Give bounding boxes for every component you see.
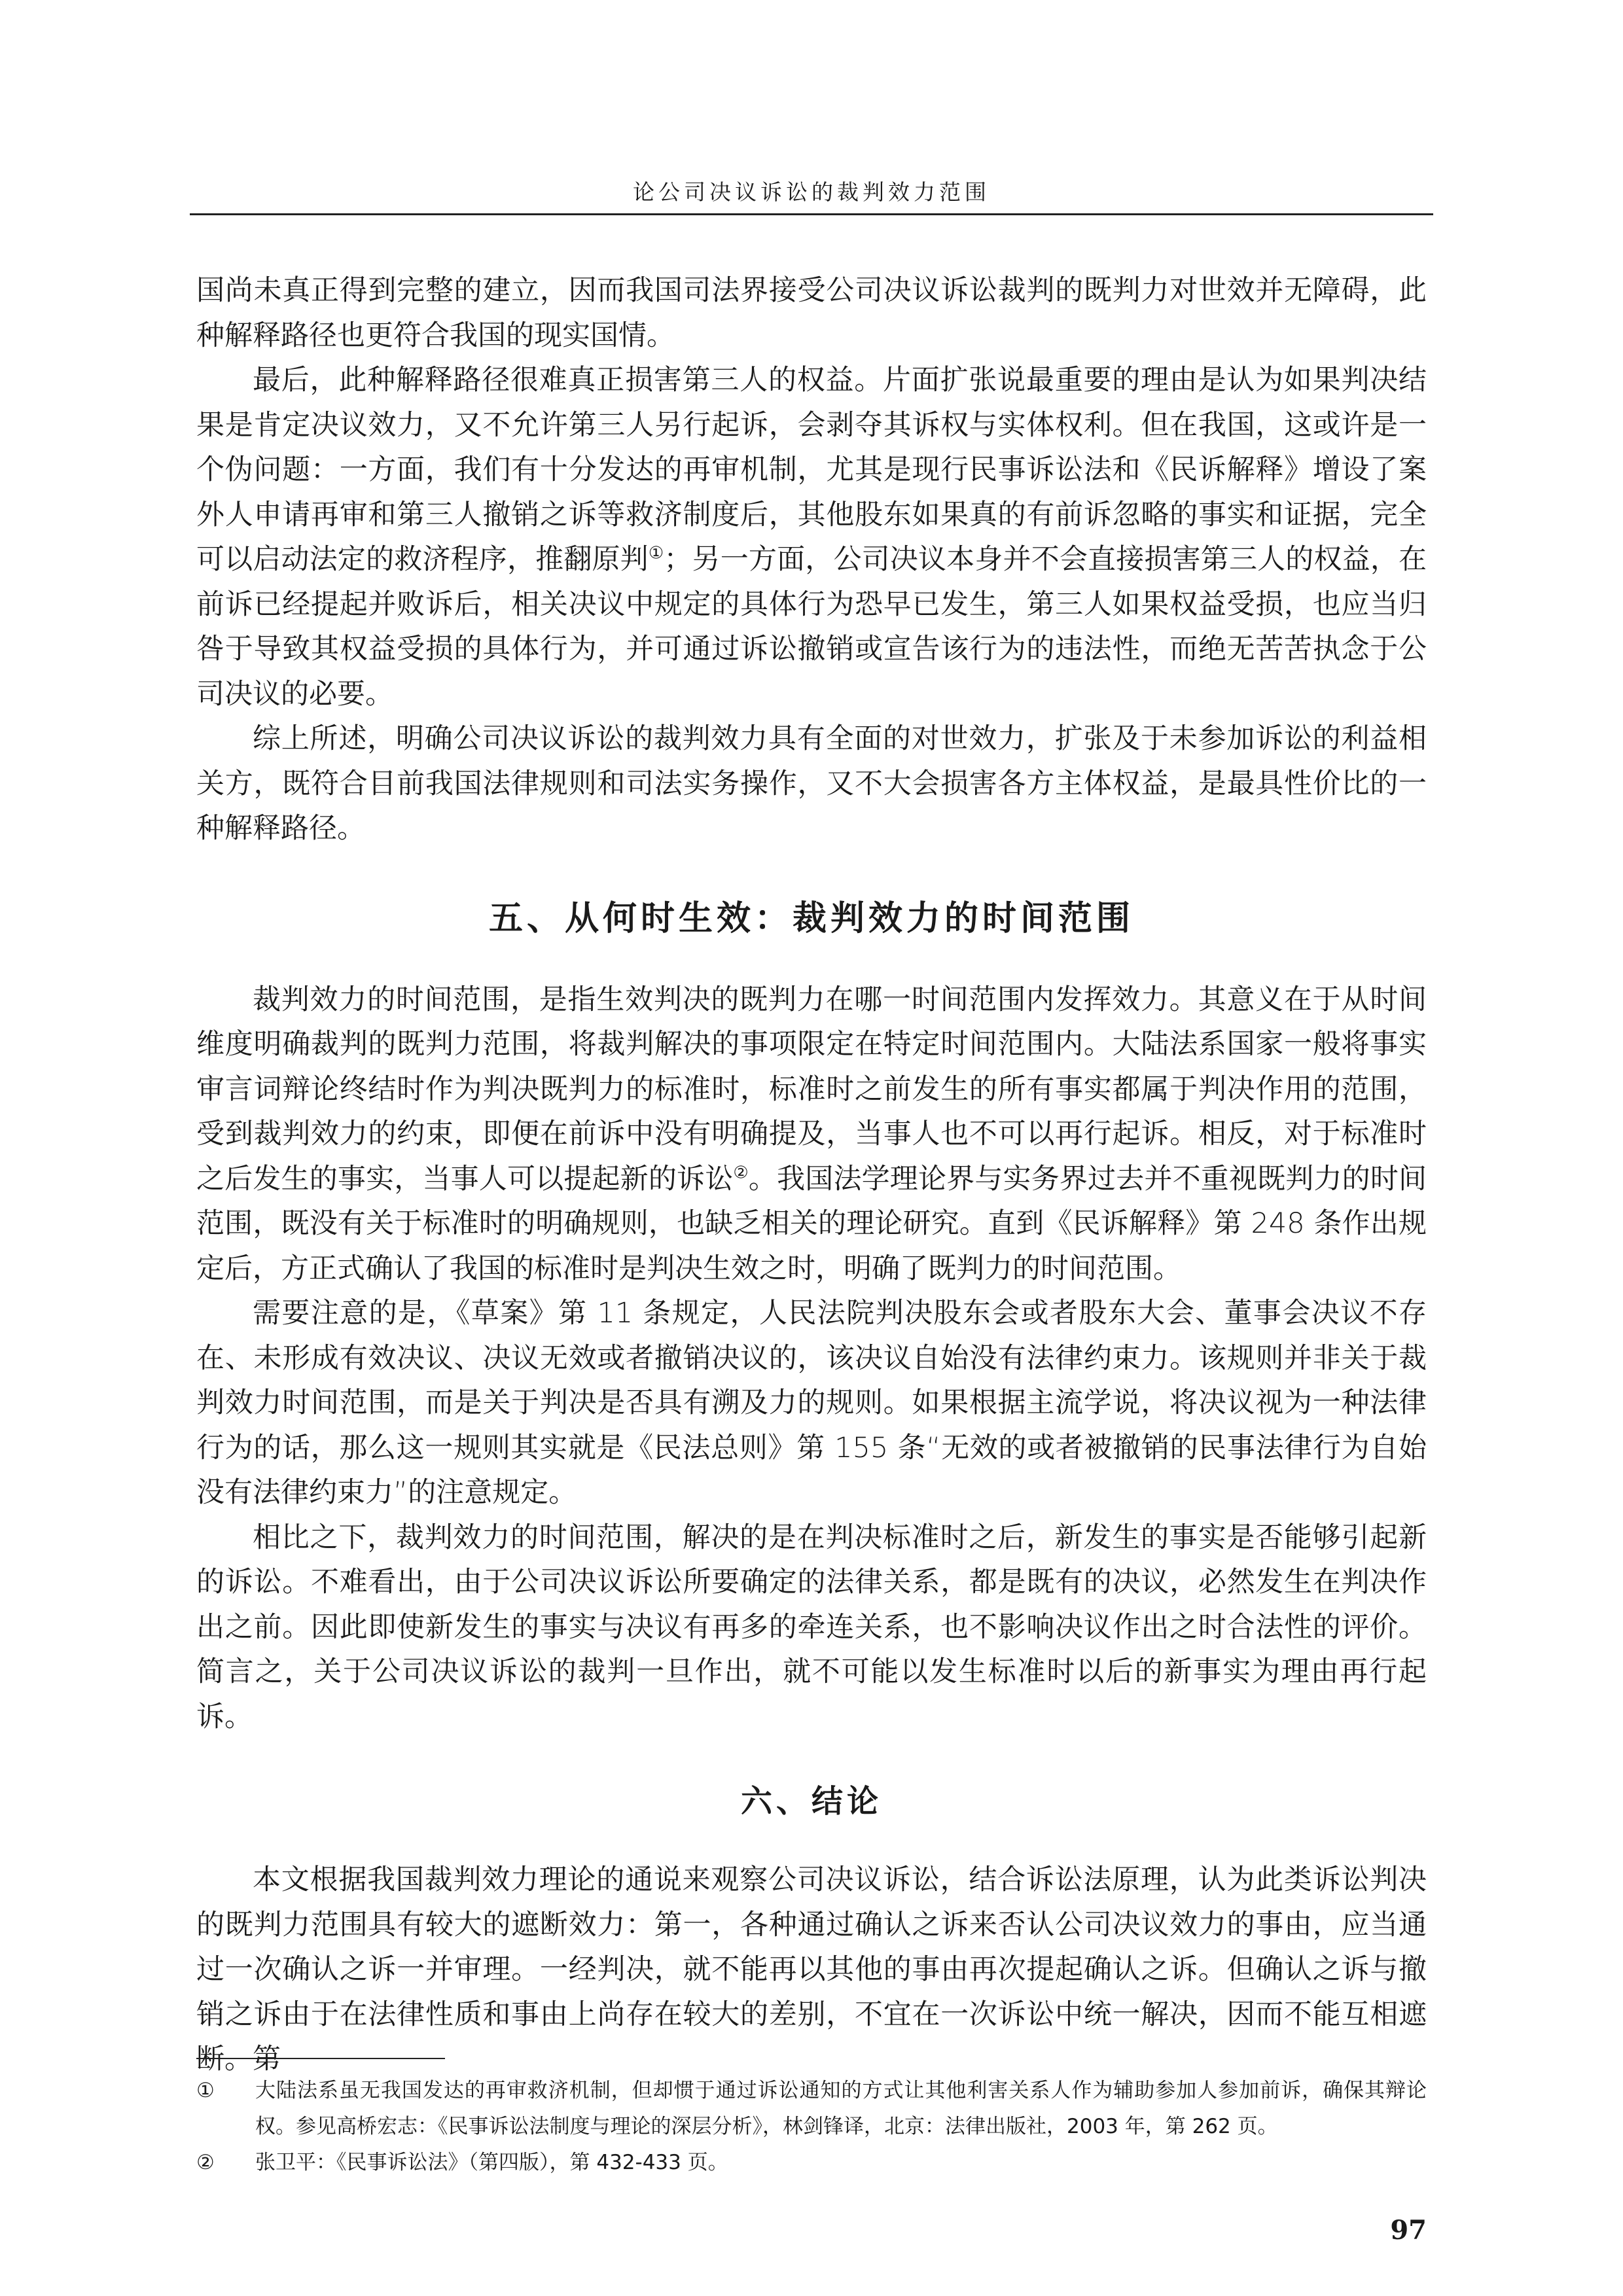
paragraph-text: 裁判效力的时间范围，是指生效判决的既判力在哪一时间范围内发挥效力。其意义在于从时间维度明确裁判的既判力范围，将裁判解决的事项限定在特定时间范围内。大陆法系国家一般将事实审言词辩论终结时作为判决既判力的标准时，标准时之前发生的所有事实都属于判决作用的范围，受到裁判效力的约束，即便在前诉中没有明确提及，当事人也不可以再行起诉。相反，对于标准时之后发生的事实，当事人可以提起新的诉讼 (196, 983, 1427, 1195)
footnote-text: 大陆法系虽无我国发达的再审救济机制，但却惯于通过诉讼通知的方式让其他利害关系人作为辅助参加人参加前诉，确保其辩论权。参见高桥宏志：《民事诉讼法制度与理论的深层分析》，林剑锋译，北京：法律出版社，2003 年，第 262 页。 (255, 2079, 1427, 2138)
footnotes (196, 2073, 1427, 2181)
paragraph-text: 最后，此种解释路径很难真正损害第三人的权益。片面扩张说最重要的理由是认为如果判决结果是肯定决议效力，又不允许第三人另行起诉，会剥夺其诉权与实体权利。但在我国，这或许是一个伪问题：一方面，我们有十分发达的再审机制，尤其是现行民事诉讼法和《民诉解释》增设了案外人申请再审和第三人撤销之诉等救济制度后，其他股东如果真的有前诉忽略的事实和证据，完全可以启动法定的救济程序，推翻原判 (196, 364, 1427, 576)
footnote-item (196, 2073, 1427, 2145)
body-text (196, 268, 1427, 2082)
running-header: 论公司决议诉讼的裁判效力范围 (633, 179, 990, 205)
footnote-rule (196, 2058, 445, 2059)
paragraph-comparison: 相比之下，裁判效力的时间范围，解决的是在判决标准时之后，新发生的事实是否能够引起新的诉讼。不难看出，由于公司决议诉讼所要确定的法律关系，都是既有的决议，必然发生在判决作出之前。因此即使新发生的事实与决议有再多的牵连关系，也不影响决议作出之时合法性的评价。简言之，关于公司决议诉讼的裁判一旦作出，就不可能以发生标准时以后的新事实为理由再行起诉。 (196, 1521, 1427, 1733)
header-rule (190, 213, 1433, 215)
paragraph-time-scope (196, 978, 1427, 1292)
footnote-ref-1[interactable]: ① (648, 543, 664, 563)
section-heading-5: 五、从何时生效：裁判效力的时间范围 (488, 898, 1134, 938)
footnote-item (196, 2145, 1427, 2181)
footnote-ref-2[interactable]: ② (733, 1163, 749, 1183)
footnote-mark: ① (196, 2079, 215, 2102)
paragraph-third-party-rights (196, 358, 1427, 716)
paragraph-summary: 综上所述，明确公司决议诉讼的裁判效力具有全面的对世效力，扩张及于未参加诉讼的利益相关方，既符合目前我国法律规则和司法实务操作，又不大会损害各方主体权益，是最具性价比的一种解释路径。 (196, 722, 1427, 845)
paragraph-conclusion: 本文根据我国裁判效力理论的通说来观察公司决议诉讼，结合诉讼法原理，认为此类诉讼判决的既判力范围具有较大的遮断效力：第一，各种通过确认之诉来否认公司决议效力的事由，应当通过一次确认之诉一并审理。一经判决，就不能再以其他的事由再次提起确认之诉。但确认之诉与撤销之诉由于在法律性质和事由上尚存在较大的差别，不宜在一次诉讼中统一解决，因而不能互相遮断。第 (196, 1863, 1427, 2075)
section-heading-6: 六、结论 (740, 1783, 882, 1820)
paragraph-text: 。我国法学理论界与实务界过去并不重视既判力的时间范围，既没有关于标准时的明确规则，也缺乏相关的理论研究。直到《民诉解释》第 248 条作出规定后，方正式确认了我国的标准时是判决生效之时，明确了既判力的时间范围。 (196, 1162, 1427, 1285)
page-number: 97 (1390, 2215, 1427, 2246)
footnote-text: 张卫平：《民事诉讼法》（第四版），第 432-433 页。 (255, 2151, 728, 2174)
paragraph-continued: 国尚未真正得到完整的建立，因而我国司法界接受公司决议诉讼裁判的既判力对世效并无障碍，此种解释路径也更符合我国的现实国情。 (196, 274, 1427, 352)
paragraph-draft-article-11: 需要注意的是，《草案》第 11 条规定，人民法院判决股东会或者股东大会、董事会决议不存在、未形成有效决议、决议无效或者撤销决议的，该决议自始没有法律约束力。该规则并非关于裁判效力时间范围，而是关于判决是否具有溯及力的规则。如果根据主流学说，将决议视为一种法律行为的话，那么这一规则其实就是《民法总则》第 155 条“无效的或者被撤销的民事法律行为自始没有法律约束力”的注意规定。 (196, 1297, 1427, 1509)
footnote-mark: ② (196, 2151, 215, 2174)
paragraph-text: ；另一方面，公司决议本身并不会直接损害第三人的权益，在前诉已经提起并败诉后，相关决议中规定的具体行为恐早已发生，第三人如果权益受损，也应当归咎于导致其权益受损的具体行为，并可通过诉讼撤销或宣告该行为的违法性，而绝无苦苦执念于公司决议的必要。 (196, 543, 1427, 711)
